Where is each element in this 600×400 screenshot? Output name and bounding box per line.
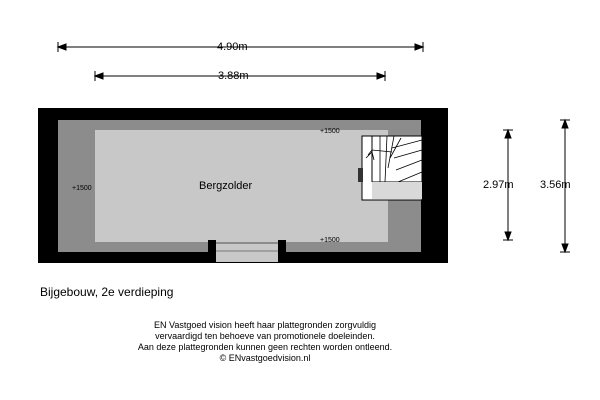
door-opening	[216, 244, 278, 262]
level-label-top: +1500	[320, 128, 340, 135]
dimension-inner-width-label: 3.88m	[218, 70, 249, 82]
staircase	[358, 136, 422, 200]
disclaimer-line-4: © ENvastgoedvision.nl	[219, 353, 311, 363]
disclaimer-line-1: EN Vastgoed vision heeft haar plattegronden zorgvuldig	[154, 320, 376, 330]
disclaimer	[40, 320, 490, 364]
level-label-bottom: +1500	[320, 237, 340, 244]
floor-title: Bijgebouw, 2e verdieping	[40, 285, 174, 299]
door-jamb-left	[208, 240, 216, 254]
dimension-outer-height-label: 3.56m	[540, 179, 571, 191]
dimension-inner-height-label: 2.97m	[483, 179, 514, 191]
disclaimer-line-2: vervaardigd ten behoeve van promotionele doeleinden.	[155, 331, 375, 341]
dimension-outer-width-label: 4.90m	[217, 41, 248, 53]
door-jamb-right	[278, 240, 286, 254]
level-label-left: +1500	[72, 185, 92, 192]
room-name: Bergzolder	[199, 180, 253, 192]
disclaimer-line-3: Aan deze plattegronden kunnen geen rechten worden ontleend.	[137, 342, 393, 352]
